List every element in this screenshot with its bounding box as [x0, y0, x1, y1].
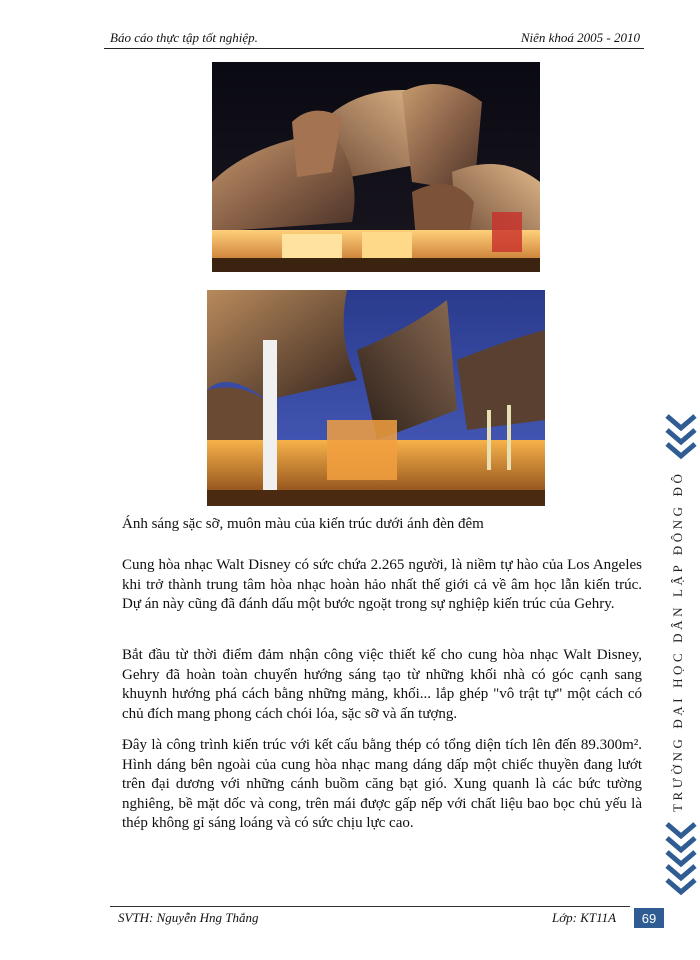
- academic-year: Niên khoá 2005 - 2010: [520, 30, 640, 45]
- student-name: SVTH: Nguyễn Hng Thắng: [118, 910, 259, 925]
- footer-divider: [110, 906, 630, 907]
- paragraph-1: Cung hòa nhạc Walt Disney có sức chứa 2.265 người, là niềm tự hào của Los Angeles khi trở thành trung tâm hòa nhạc hoàn hảo nhất thế giới cả về âm học lẫn kiến trúc. Dự án này cũng đã đánh dấu một bước ngoặt trong sự nghiệp kiến trúc của Gehry.: [122, 557, 642, 612]
- image-caption: Ánh sáng sặc sỡ, muôn màu của kiến trúc dưới ánh đèn đêm: [122, 516, 484, 532]
- chevron-down-icon: [663, 412, 699, 464]
- page-number: 69: [634, 908, 664, 928]
- page-header: [104, 30, 644, 49]
- concert-hall-night-photo-2: [207, 290, 545, 506]
- chevron-down-icon: [663, 820, 699, 900]
- university-name-banner: TRƯỜNG ĐẠI HỌC DÂN LẬP ĐÔNG ĐÔ: [670, 470, 685, 812]
- paragraph-2: Bắt đầu từ thời điểm đảm nhận công việc thiết kế cho cung hòa nhạc Walt Disney, Gehry đã hoàn toàn chuyển hướng sáng tạo từ những khối nhà có góc cạnh sang khuynh hướng phá cách bằng những mảng, khối... lắp ghép "vô trật tự" một cách có chủ đích mang phong cách chói lóa, sặc sỡ và ấn tượng.: [122, 647, 642, 722]
- class-label: Lớp: KT11A: [552, 910, 617, 925]
- concert-hall-night-photo-1: [212, 62, 540, 272]
- paragraph-3: Đây là công trình kiến trúc với kết cấu bằng thép có tổng diện tích lên đến 89.300m². Hình dáng bên ngoài của cung hòa nhạc mang dáng dấp một chiếc thuyền đang lướt trên đại dương với những cánh buồm căng bạt gió. Xung quanh là các bức tường nghiêng, bề mặt dốc và cong, trên mái được gấp nếp với chất liệu bao bọc chủ yếu là thép không gỉ sáng loáng và có sức chịu lực cao.: [122, 737, 642, 831]
- report-title: Báo cáo thực tập tốt nghiệp.: [110, 30, 258, 45]
